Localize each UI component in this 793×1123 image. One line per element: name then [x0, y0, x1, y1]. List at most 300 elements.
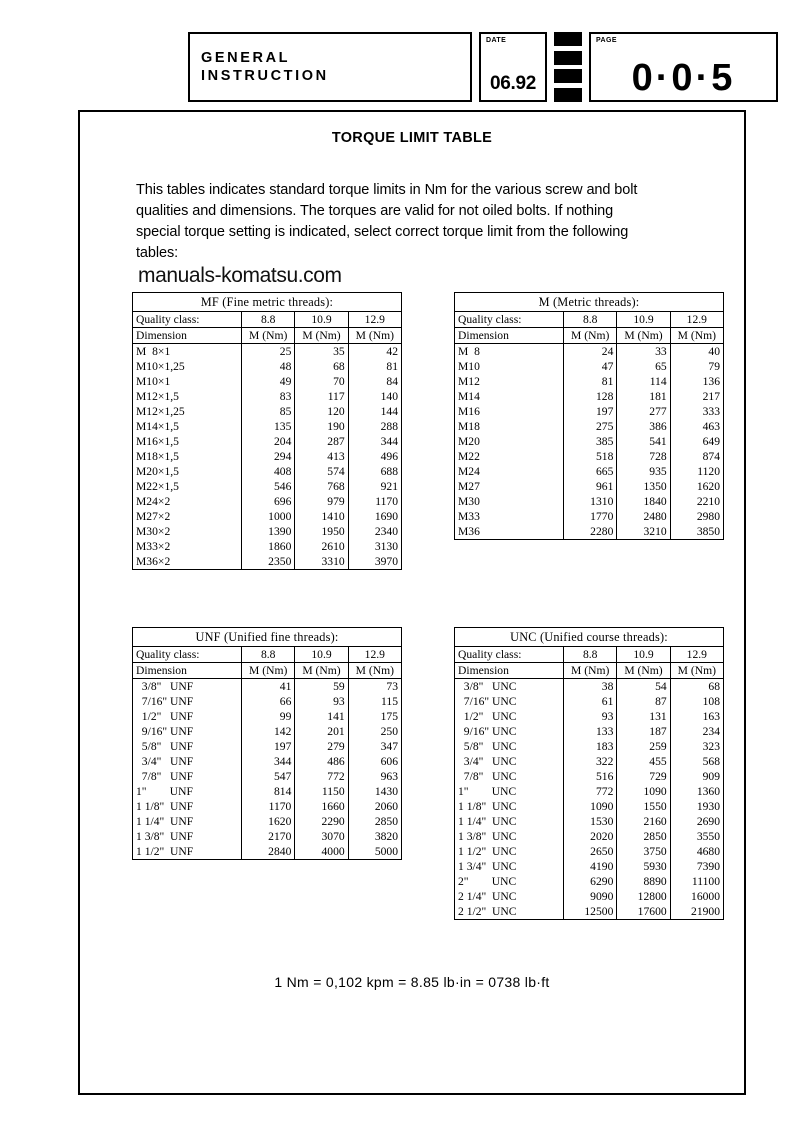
torque-value-cell: 772: [295, 769, 348, 784]
quality-class-value: 10.9: [617, 312, 670, 328]
dimension-cell: 1/2" UNC: [455, 709, 564, 724]
torque-value-cell: 133: [564, 724, 617, 739]
torque-value-cell: 486: [295, 754, 348, 769]
torque-value-cell: 41: [242, 679, 295, 695]
torque-table: [132, 627, 402, 860]
table-row: [133, 389, 402, 404]
torque-value-cell: 921: [348, 479, 401, 494]
torque-value-cell: 5000: [348, 844, 401, 860]
torque-value-cell: 909: [670, 769, 723, 784]
torque-value-cell: 963: [348, 769, 401, 784]
torque-value-cell: 455: [617, 754, 670, 769]
torque-value-cell: 496: [348, 449, 401, 464]
table-row: [455, 449, 724, 464]
dimension-cell: 1 3/8" UNC: [455, 829, 564, 844]
table-row: [455, 679, 724, 695]
torque-value-cell: 83: [242, 389, 295, 404]
dimension-cell: M36: [455, 524, 564, 540]
table-unit-row: [133, 663, 402, 679]
torque-value-cell: 2340: [348, 524, 401, 539]
quality-class-value: 12.9: [670, 312, 723, 328]
torque-value-cell: 333: [670, 404, 723, 419]
torque-value-cell: 547: [242, 769, 295, 784]
torque-value-cell: 2290: [295, 814, 348, 829]
header-date-value: 06.92: [489, 73, 537, 94]
torque-value-cell: 197: [242, 739, 295, 754]
unit-label: M (Nm): [295, 328, 348, 344]
dimension-cell: 1 1/2" UNC: [455, 844, 564, 859]
table-row: [455, 814, 724, 829]
torque-value-cell: 1950: [295, 524, 348, 539]
unit-label: M (Nm): [670, 328, 723, 344]
torque-value-cell: 59: [295, 679, 348, 695]
torque-value-cell: 2350: [242, 554, 295, 570]
table-row: [133, 539, 402, 554]
torque-value-cell: 3970: [348, 554, 401, 570]
table-header-row: [455, 647, 724, 663]
dimension-cell: M18×1,5: [133, 449, 242, 464]
torque-value-cell: 87: [617, 694, 670, 709]
torque-value-cell: 136: [670, 374, 723, 389]
dimension-cell: 1 3/4" UNC: [455, 859, 564, 874]
intro-paragraph: [136, 180, 698, 264]
dimension-cell: 7/16" UNC: [455, 694, 564, 709]
header-page-label: PAGE: [596, 37, 617, 44]
torque-value-cell: 68: [295, 359, 348, 374]
torque-value-cell: 4680: [670, 844, 723, 859]
dimension-cell: M27: [455, 479, 564, 494]
torque-value-cell: 294: [242, 449, 295, 464]
torque-value-cell: 1620: [242, 814, 295, 829]
torque-value-cell: 322: [564, 754, 617, 769]
torque-table-unc: [454, 627, 724, 920]
table-row: [455, 799, 724, 814]
torque-value-cell: 2280: [564, 524, 617, 540]
torque-value-cell: 183: [564, 739, 617, 754]
torque-value-cell: 1170: [242, 799, 295, 814]
torque-value-cell: 1120: [670, 464, 723, 479]
torque-value-cell: 729: [617, 769, 670, 784]
torque-value-cell: 1620: [670, 479, 723, 494]
dimension-cell: M20×1,5: [133, 464, 242, 479]
intro-line-3: special torque setting is indicated, select correct torque limit from the following: [136, 224, 629, 240]
torque-value-cell: 93: [295, 694, 348, 709]
header-title-box: [188, 32, 472, 102]
torque-value-cell: 696: [242, 494, 295, 509]
torque-value-cell: 197: [564, 404, 617, 419]
torque-value-cell: 48: [242, 359, 295, 374]
torque-value-cell: 3070: [295, 829, 348, 844]
torque-value-cell: 961: [564, 479, 617, 494]
table-row: [133, 709, 402, 724]
torque-value-cell: 935: [617, 464, 670, 479]
table-row: [133, 844, 402, 860]
table-row: [455, 464, 724, 479]
dimension-cell: 3/8" UNC: [455, 679, 564, 695]
torque-value-cell: 386: [617, 419, 670, 434]
dimension-cell: M14×1,5: [133, 419, 242, 434]
torque-value-cell: 1660: [295, 799, 348, 814]
dimension-cell: M18: [455, 419, 564, 434]
table-row: [133, 434, 402, 449]
torque-value-cell: 541: [617, 434, 670, 449]
torque-value-cell: 728: [617, 449, 670, 464]
torque-value-cell: 2020: [564, 829, 617, 844]
torque-value-cell: 344: [242, 754, 295, 769]
table-row: [455, 524, 724, 540]
torque-value-cell: 2690: [670, 814, 723, 829]
torque-value-cell: 65: [617, 359, 670, 374]
torque-value-cell: 665: [564, 464, 617, 479]
table-row: [455, 694, 724, 709]
torque-value-cell: 2210: [670, 494, 723, 509]
dimension-cell: 9/16" UNF: [133, 724, 242, 739]
torque-value-cell: 1350: [617, 479, 670, 494]
torque-value-cell: 5930: [617, 859, 670, 874]
torque-value-cell: 2060: [348, 799, 401, 814]
torque-value-cell: 81: [348, 359, 401, 374]
torque-table: [454, 627, 724, 920]
header-title-line-1: GENERAL: [201, 50, 291, 66]
torque-value-cell: 3850: [670, 524, 723, 540]
dimension-cell: M16×1,5: [133, 434, 242, 449]
unit-label: M (Nm): [670, 663, 723, 679]
table-row: [133, 554, 402, 570]
dimension-cell: M22×1,5: [133, 479, 242, 494]
table-row: [133, 679, 402, 695]
quality-class-value: 10.9: [295, 312, 348, 328]
table-row: [133, 374, 402, 389]
unit-label: M (Nm): [348, 663, 401, 679]
torque-value-cell: 201: [295, 724, 348, 739]
dimension-cell: 7/8" UNC: [455, 769, 564, 784]
table-unit-row: [133, 328, 402, 344]
table-header-row: [133, 647, 402, 663]
quality-class-value: 12.9: [670, 647, 723, 663]
torque-value-cell: 814: [242, 784, 295, 799]
table-row: [455, 874, 724, 889]
torque-value-cell: 463: [670, 419, 723, 434]
quality-class-value: 10.9: [617, 647, 670, 663]
header-black-block-group: [554, 32, 582, 102]
dimension-cell: 5/8" UNF: [133, 739, 242, 754]
dimension-cell: M33: [455, 509, 564, 524]
torque-value-cell: 140: [348, 389, 401, 404]
table-unit-row: [455, 663, 724, 679]
quality-class-value: 8.8: [564, 647, 617, 663]
dimension-cell: 7/16" UNF: [133, 694, 242, 709]
quality-class-label: Quality class:: [455, 647, 564, 663]
intro-line-1: This tables indicates standard torque limits in Nm for the various screw and bolt: [136, 182, 638, 198]
torque-value-cell: 1150: [295, 784, 348, 799]
torque-value-cell: 49: [242, 374, 295, 389]
document-header-bar: [188, 32, 778, 102]
torque-value-cell: 38: [564, 679, 617, 695]
torque-value-cell: 1390: [242, 524, 295, 539]
dimension-cell: M24×2: [133, 494, 242, 509]
dimension-cell: M14: [455, 389, 564, 404]
dimension-cell: 3/4" UNC: [455, 754, 564, 769]
torque-value-cell: 275: [564, 419, 617, 434]
table-row: [133, 829, 402, 844]
table-row: [455, 754, 724, 769]
torque-value-cell: 1310: [564, 494, 617, 509]
dimension-cell: 1 1/4" UNC: [455, 814, 564, 829]
torque-value-cell: 84: [348, 374, 401, 389]
dimension-cell: 1" UNF: [133, 784, 242, 799]
table-row: [133, 724, 402, 739]
quality-class-value: 10.9: [295, 647, 348, 663]
dimension-cell: 1 1/8" UNF: [133, 799, 242, 814]
page-content-frame: [78, 110, 746, 1095]
torque-value-cell: 42: [348, 344, 401, 360]
header-page-number: 0·0·5: [631, 57, 736, 99]
torque-value-cell: 175: [348, 709, 401, 724]
table-row: [133, 524, 402, 539]
black-square-icon: [554, 88, 582, 102]
torque-value-cell: 1410: [295, 509, 348, 524]
torque-value-cell: 2850: [348, 814, 401, 829]
torque-value-cell: 128: [564, 389, 617, 404]
dimension-cell: 9/16" UNC: [455, 724, 564, 739]
page-title: TORQUE LIMIT TABLE: [331, 130, 493, 146]
torque-value-cell: 2160: [617, 814, 670, 829]
torque-value-cell: 2170: [242, 829, 295, 844]
torque-value-cell: 1840: [617, 494, 670, 509]
torque-value-cell: 344: [348, 434, 401, 449]
torque-value-cell: 190: [295, 419, 348, 434]
dimension-cell: M10×1: [133, 374, 242, 389]
torque-value-cell: 606: [348, 754, 401, 769]
torque-value-cell: 234: [670, 724, 723, 739]
dimension-cell: M24: [455, 464, 564, 479]
torque-value-cell: 1430: [348, 784, 401, 799]
dimension-cell: M22: [455, 449, 564, 464]
table-row: [133, 494, 402, 509]
torque-value-cell: 68: [670, 679, 723, 695]
torque-value-cell: 181: [617, 389, 670, 404]
torque-value-cell: 516: [564, 769, 617, 784]
table-row: [455, 829, 724, 844]
torque-value-cell: 108: [670, 694, 723, 709]
dimension-cell: 1" UNC: [455, 784, 564, 799]
torque-value-cell: 115: [348, 694, 401, 709]
table-row: [133, 404, 402, 419]
table-caption: M (Metric threads):: [455, 293, 724, 312]
table-row: [455, 739, 724, 754]
torque-value-cell: 1930: [670, 799, 723, 814]
torque-value-cell: 874: [670, 449, 723, 464]
header-title-line-2: INSTRUCTION: [201, 68, 329, 84]
quality-class-label: Quality class:: [455, 312, 564, 328]
table-row: [455, 434, 724, 449]
torque-value-cell: 25: [242, 344, 295, 360]
torque-value-cell: 33: [617, 344, 670, 360]
unit-label: M (Nm): [348, 328, 401, 344]
torque-value-cell: 7390: [670, 859, 723, 874]
torque-value-cell: 117: [295, 389, 348, 404]
torque-value-cell: 574: [295, 464, 348, 479]
unit-label: M (Nm): [564, 663, 617, 679]
dimension-cell: M12×1,25: [133, 404, 242, 419]
torque-value-cell: 12800: [617, 889, 670, 904]
table-row: [133, 769, 402, 784]
torque-value-cell: 21900: [670, 904, 723, 920]
torque-table-mf: [132, 292, 402, 570]
table-row: [133, 359, 402, 374]
table-row: [133, 799, 402, 814]
dimension-label: Dimension: [133, 328, 242, 344]
torque-value-cell: 1170: [348, 494, 401, 509]
table-row: [455, 374, 724, 389]
table-row: [133, 419, 402, 434]
quality-class-value: 12.9: [348, 312, 401, 328]
dimension-cell: 3/8" UNF: [133, 679, 242, 695]
torque-value-cell: 61: [564, 694, 617, 709]
table-row: [455, 494, 724, 509]
table-header-row: [133, 312, 402, 328]
torque-value-cell: 1360: [670, 784, 723, 799]
torque-value-cell: 85: [242, 404, 295, 419]
torque-value-cell: 70: [295, 374, 348, 389]
torque-value-cell: 79: [670, 359, 723, 374]
torque-value-cell: 35: [295, 344, 348, 360]
conversion-formula: 1 Nm = 0,102 kpm = 8.85 lb·in = 0738 lb·ft: [274, 974, 550, 990]
torque-value-cell: 385: [564, 434, 617, 449]
quality-class-value: 12.9: [348, 647, 401, 663]
torque-value-cell: 1530: [564, 814, 617, 829]
torque-value-cell: 2850: [617, 829, 670, 844]
torque-value-cell: 1550: [617, 799, 670, 814]
header-date-box: [479, 32, 547, 102]
torque-value-cell: 3750: [617, 844, 670, 859]
torque-value-cell: 47: [564, 359, 617, 374]
table-header-row: [455, 312, 724, 328]
dimension-cell: 3/4" UNF: [133, 754, 242, 769]
dimension-cell: M30×2: [133, 524, 242, 539]
unit-label: M (Nm): [295, 663, 348, 679]
unit-label: M (Nm): [242, 663, 295, 679]
table-row: [133, 739, 402, 754]
intro-line-2: qualities and dimensions. The torques are valid for not oiled bolts. If nothing: [136, 203, 614, 219]
dimension-cell: M12×1,5: [133, 389, 242, 404]
torque-value-cell: 1690: [348, 509, 401, 524]
table-row: [133, 509, 402, 524]
torque-value-cell: 772: [564, 784, 617, 799]
dimension-cell: 2 1/4" UNC: [455, 889, 564, 904]
torque-value-cell: 73: [348, 679, 401, 695]
dimension-cell: 1 3/8" UNF: [133, 829, 242, 844]
header-page-box: [589, 32, 778, 102]
black-square-icon: [554, 32, 582, 46]
torque-value-cell: 250: [348, 724, 401, 739]
dimension-cell: M16: [455, 404, 564, 419]
dimension-cell: 2 1/2" UNC: [455, 904, 564, 920]
intro-line-4: tables:: [136, 245, 179, 261]
table-caption: UNF (Unified fine threads):: [133, 628, 402, 647]
dimension-cell: M10: [455, 359, 564, 374]
table-row: [455, 724, 724, 739]
torque-value-cell: 6290: [564, 874, 617, 889]
torque-value-cell: 1770: [564, 509, 617, 524]
torque-value-cell: 1860: [242, 539, 295, 554]
torque-value-cell: 114: [617, 374, 670, 389]
torque-value-cell: 24: [564, 344, 617, 360]
black-square-icon: [554, 51, 582, 65]
torque-value-cell: 217: [670, 389, 723, 404]
torque-value-cell: 16000: [670, 889, 723, 904]
watermark-text: manuals-komatsu.com: [138, 264, 342, 287]
torque-value-cell: 135: [242, 419, 295, 434]
dimension-cell: M36×2: [133, 554, 242, 570]
torque-value-cell: 204: [242, 434, 295, 449]
dimension-label: Dimension: [455, 663, 564, 679]
dimension-cell: 7/8" UNF: [133, 769, 242, 784]
torque-value-cell: 1090: [564, 799, 617, 814]
table-row: [133, 344, 402, 360]
dimension-cell: 1 1/4" UNF: [133, 814, 242, 829]
torque-value-cell: 3820: [348, 829, 401, 844]
torque-value-cell: 93: [564, 709, 617, 724]
table-row: [133, 754, 402, 769]
torque-value-cell: 3550: [670, 829, 723, 844]
table-row: [133, 464, 402, 479]
torque-value-cell: 288: [348, 419, 401, 434]
dimension-cell: M20: [455, 434, 564, 449]
torque-value-cell: 54: [617, 679, 670, 695]
torque-value-cell: 4190: [564, 859, 617, 874]
table-row: [455, 359, 724, 374]
dimension-cell: 1/2" UNF: [133, 709, 242, 724]
unit-label: M (Nm): [617, 663, 670, 679]
torque-value-cell: 277: [617, 404, 670, 419]
torque-table-unf: [132, 627, 402, 860]
dimension-cell: M 8: [455, 344, 564, 360]
torque-value-cell: 979: [295, 494, 348, 509]
torque-value-cell: 347: [348, 739, 401, 754]
dimension-cell: 5/8" UNC: [455, 739, 564, 754]
torque-value-cell: 99: [242, 709, 295, 724]
torque-value-cell: 287: [295, 434, 348, 449]
dimension-cell: M27×2: [133, 509, 242, 524]
header-date-label: DATE: [486, 37, 507, 44]
table-row: [455, 344, 724, 360]
dimension-cell: 2" UNC: [455, 874, 564, 889]
unit-label: M (Nm): [242, 328, 295, 344]
torque-value-cell: 8890: [617, 874, 670, 889]
quality-class-value: 8.8: [242, 647, 295, 663]
table-row: [455, 419, 724, 434]
black-square-icon: [554, 69, 582, 83]
torque-value-cell: 3310: [295, 554, 348, 570]
torque-value-cell: 323: [670, 739, 723, 754]
table-row: [455, 844, 724, 859]
torque-value-cell: 413: [295, 449, 348, 464]
table-caption: MF (Fine metric threads):: [133, 293, 402, 312]
table-row: [455, 509, 724, 524]
torque-value-cell: 66: [242, 694, 295, 709]
table-row: [133, 784, 402, 799]
dimension-cell: M10×1,25: [133, 359, 242, 374]
torque-value-cell: 11100: [670, 874, 723, 889]
table-row: [455, 404, 724, 419]
table-row: [455, 889, 724, 904]
table-row: [133, 479, 402, 494]
torque-value-cell: 568: [670, 754, 723, 769]
torque-value-cell: 4000: [295, 844, 348, 860]
table-row: [455, 784, 724, 799]
torque-value-cell: 1090: [617, 784, 670, 799]
